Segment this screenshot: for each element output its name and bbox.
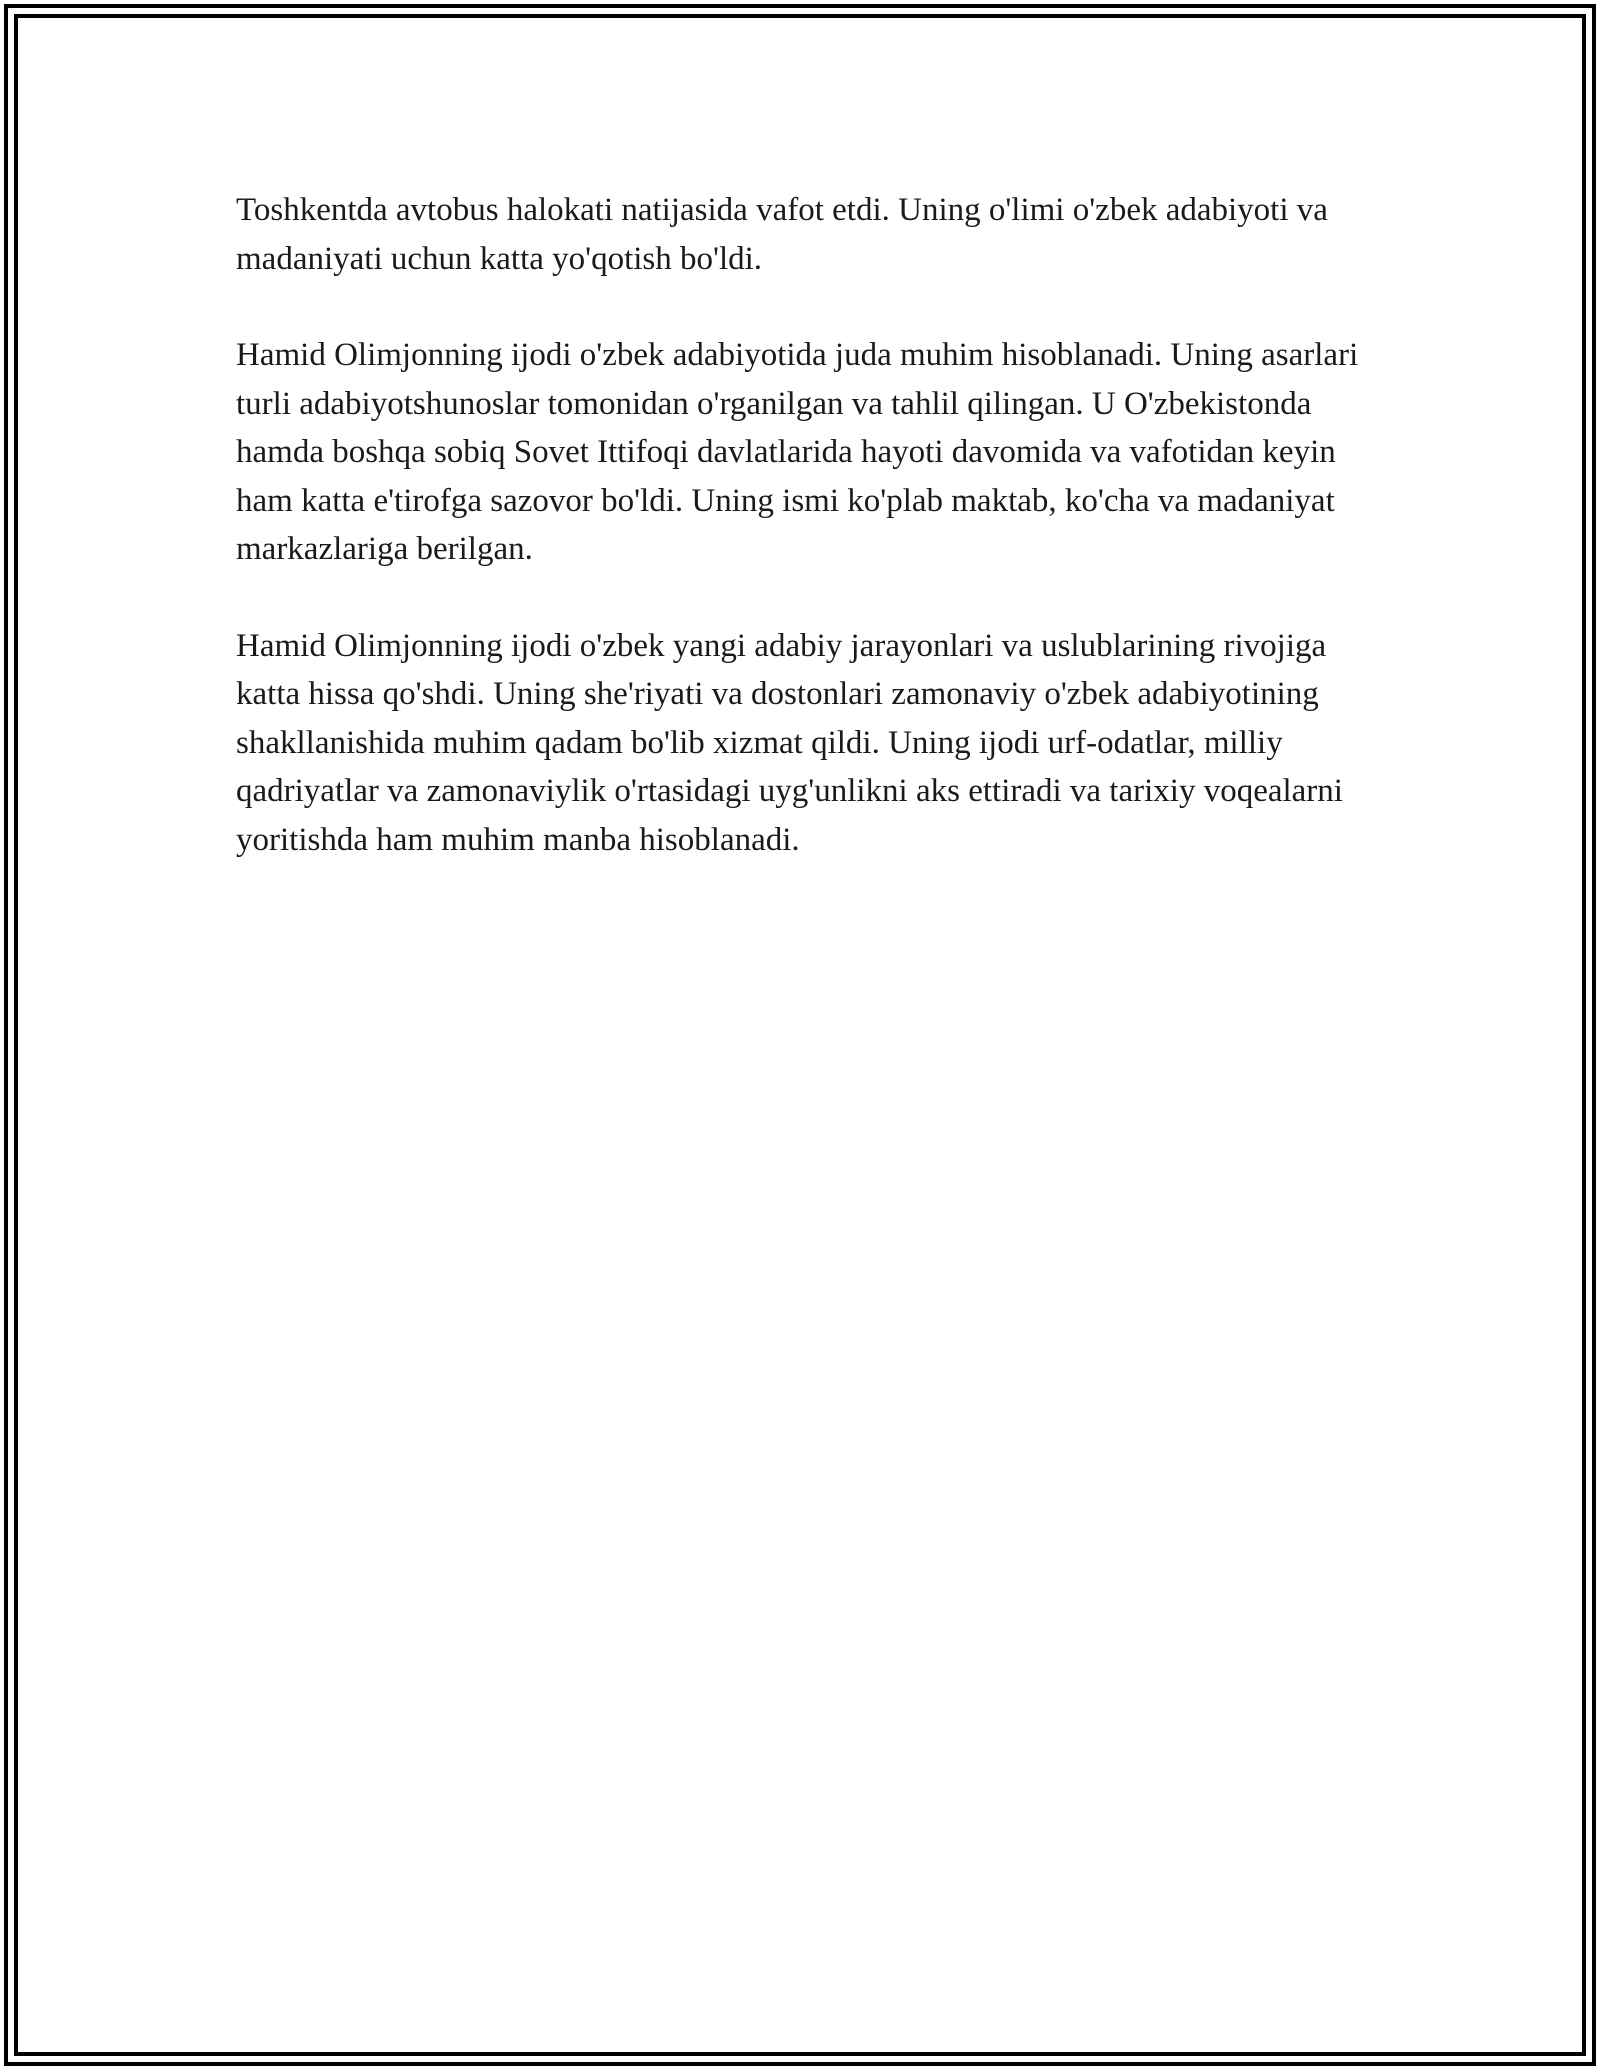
paragraph-1: Toshkentda avtobus halokati natijasida vafot etdi. Uning o'limi o'zbek adabiyoti va madaniyati uchun katta yo'qotish bo'ldi. — [236, 192, 1328, 277]
paragraph-2: Hamid Olimjonning ijodi o'zbek adabiyotida juda muhim hisoblanadi. Uning asarlari turli adabiyotshunoslar tomonidan o'rganilgan va tahlil qilingan. U O'zbekistonda hamda boshqa sobiq Sovet Ittifoqi davlatlarida hayoti davomida va vafotidan keyin ham katta e'tirofga sazovor bo'ldi. Uning ismi ko'plab maktab, ko'cha va madaniyat markazlariga berilgan. — [236, 337, 1359, 567]
document-body — [236, 186, 1386, 912]
paragraph-3: Hamid Olimjonning ijodi o'zbek yangi adabiy jarayonlari va uslublarining rivojiga katta hissa qo'shdi. Uning she'riyati va dostonlari zamonaviy o'zbek adabiyotining shakllanishida muhim qadam bo'lib xizmat qildi. Uning ijodi urf-odatlar, milliy qadriyatlar va zamonaviylik o'rtasidagi uyg'unlikni aks ettiradi va tarixiy voqealarni yoritishda ham muhim manba hisoblanadi. — [236, 627, 1343, 858]
